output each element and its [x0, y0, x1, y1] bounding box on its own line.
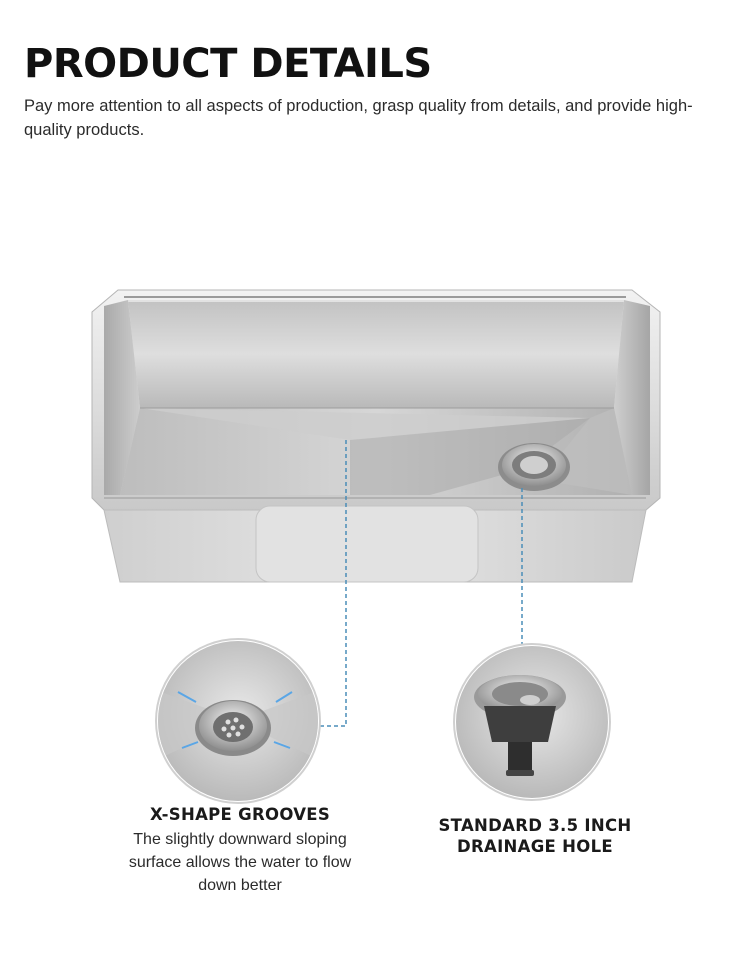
- page-subtitle: Pay more attention to all aspects of production, grasp quality from details, and provide high-quality products.: [24, 97, 693, 139]
- page-title: PRODUCT DETAILS: [24, 41, 432, 87]
- detail-title-drain: STANDARD 3.5 INCH DRAINAGE HOLE: [438, 816, 632, 856]
- sink-body: [92, 290, 660, 582]
- detail-circle-grooves: [150, 635, 330, 810]
- detail-description-grooves: The slightly downward sloping surface allows the water to flow down better: [128, 831, 352, 894]
- sink-drain: [498, 443, 570, 491]
- detail-circle-drain: [450, 640, 620, 805]
- detail-title-grooves: X-SHAPE GROOVES: [149, 805, 331, 824]
